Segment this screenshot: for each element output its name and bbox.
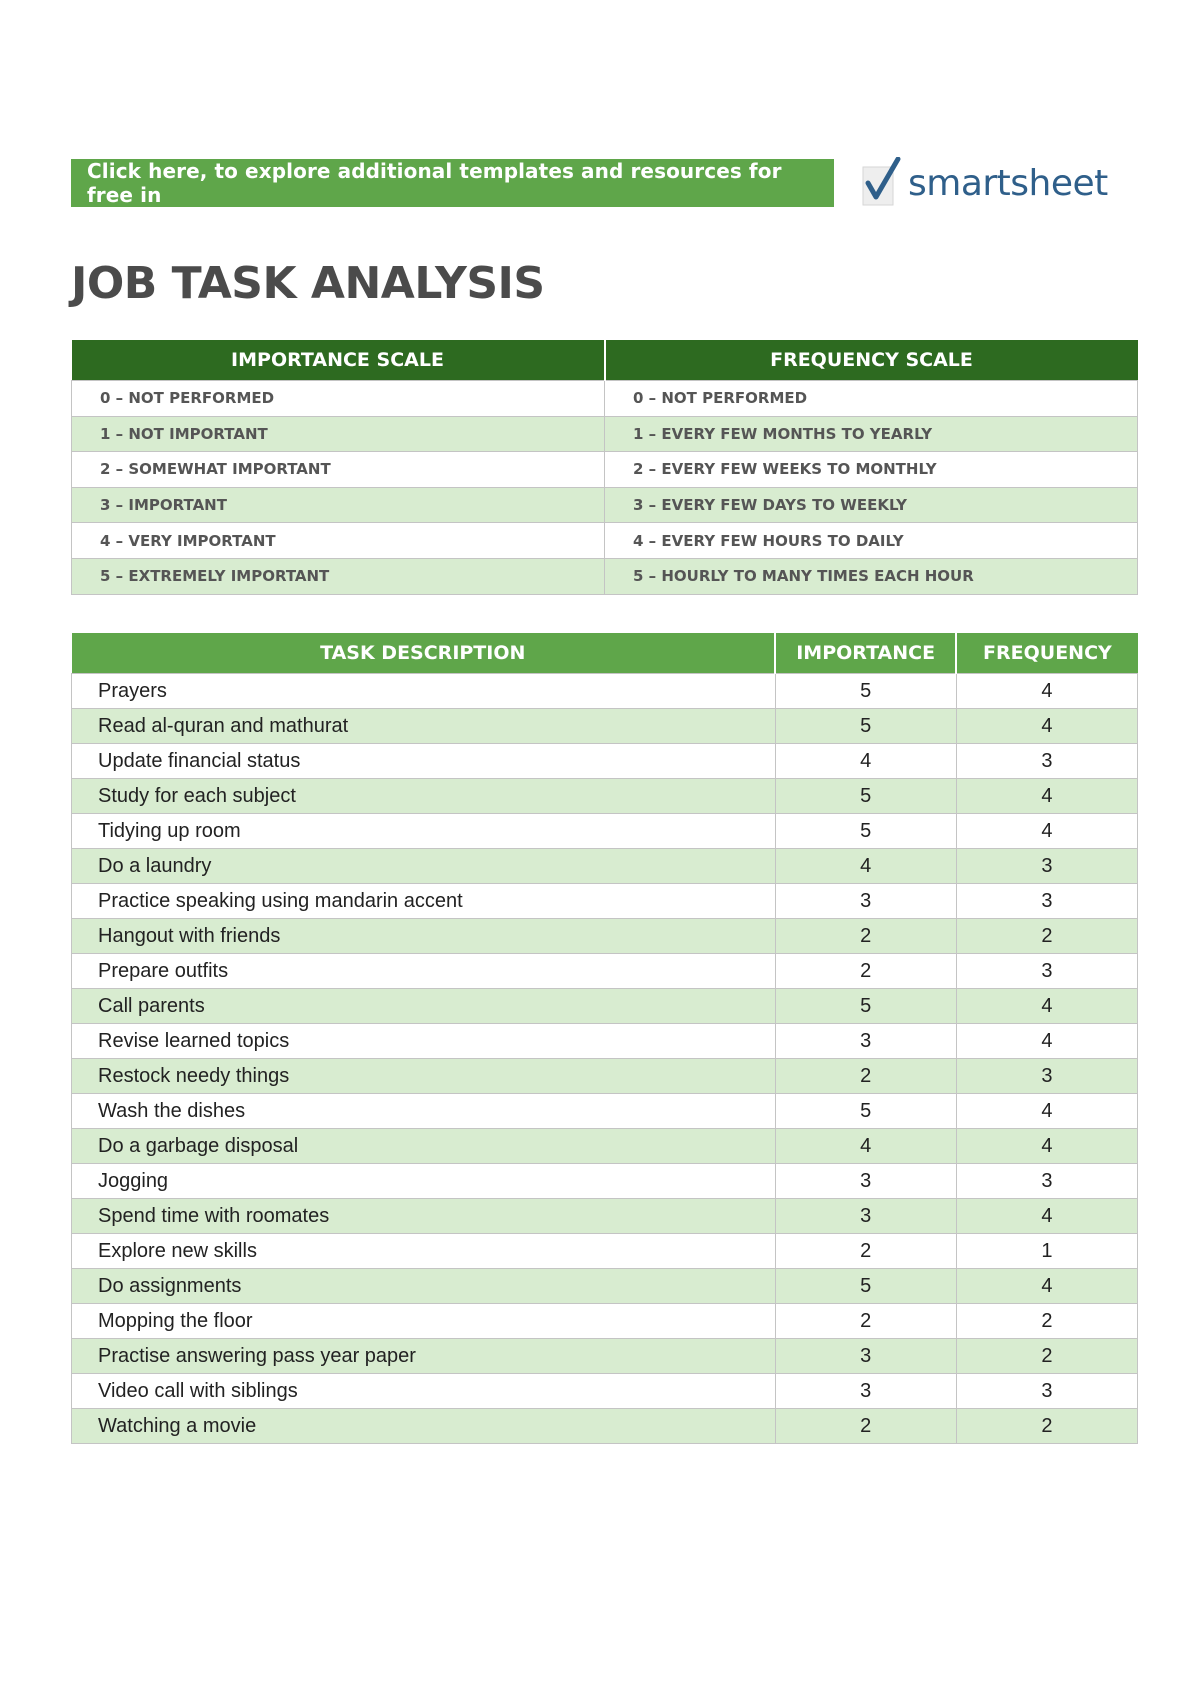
task-frequency-cell: 3	[956, 744, 1137, 779]
task-frequency-cell: 3	[956, 1059, 1137, 1094]
task-importance-cell: 5	[775, 779, 956, 814]
task-frequency-cell: 4	[956, 779, 1137, 814]
scale-row	[72, 487, 1138, 523]
task-importance-cell: 2	[775, 1059, 956, 1094]
task-frequency-cell: 3	[956, 849, 1137, 884]
task-importance-cell: 2	[775, 919, 956, 954]
task-importance-cell: 3	[775, 1339, 956, 1374]
task-row	[72, 1409, 1138, 1444]
task-importance-cell: 5	[775, 814, 956, 849]
task-importance-cell: 5	[775, 1094, 956, 1129]
task-frequency-cell: 1	[956, 1234, 1137, 1269]
task-description-cell: Read al-quran and mathurat	[72, 709, 776, 744]
task-row	[72, 849, 1138, 884]
scale-importance-cell: 2 – SOMEWHAT IMPORTANT	[72, 452, 605, 488]
task-importance-cell: 2	[775, 1304, 956, 1339]
scale-importance-cell: 1 – NOT IMPORTANT	[72, 416, 605, 452]
scale-frequency-cell: 2 – EVERY FEW WEEKS TO MONTHLY	[605, 452, 1138, 488]
task-frequency-cell: 2	[956, 1409, 1137, 1444]
task-importance-cell: 4	[775, 849, 956, 884]
scale-frequency-cell: 5 – HOURLY TO MANY TIMES EACH HOUR	[605, 558, 1138, 594]
task-frequency-cell: 4	[956, 1024, 1137, 1059]
task-frequency-cell: 3	[956, 954, 1137, 989]
task-description-cell: Wash the dishes	[72, 1094, 776, 1129]
task-frequency-cell: 2	[956, 919, 1137, 954]
logo-text: smartsheet	[908, 162, 1108, 204]
task-row	[72, 1304, 1138, 1339]
task-row	[72, 1374, 1138, 1409]
task-description-cell: Call parents	[72, 989, 776, 1024]
task-description-cell: Jogging	[72, 1164, 776, 1199]
task-importance-cell: 2	[775, 1409, 956, 1444]
task-description-cell: Revise learned topics	[72, 1024, 776, 1059]
importance-header: IMPORTANCE	[775, 633, 956, 674]
task-frequency-cell: 4	[956, 814, 1137, 849]
task-importance-cell: 5	[775, 989, 956, 1024]
task-frequency-cell: 4	[956, 709, 1137, 744]
task-description-cell: Spend time with roomates	[72, 1199, 776, 1234]
task-importance-cell: 3	[775, 1024, 956, 1059]
task-frequency-cell: 2	[956, 1304, 1137, 1339]
task-row	[72, 954, 1138, 989]
page-title: JOB TASK ANALYSIS	[71, 258, 545, 309]
scale-importance-cell: 5 – EXTREMELY IMPORTANT	[72, 558, 605, 594]
scale-importance-cell: 3 – IMPORTANT	[72, 487, 605, 523]
task-row	[72, 674, 1138, 709]
task-description-cell: Restock needy things	[72, 1059, 776, 1094]
scale-frequency-cell: 1 – EVERY FEW MONTHS TO YEARLY	[605, 416, 1138, 452]
task-importance-cell: 5	[775, 674, 956, 709]
scale-table	[71, 340, 1138, 595]
importance-scale-header: IMPORTANCE SCALE	[72, 340, 605, 381]
task-importance-cell: 4	[775, 1129, 956, 1164]
task-row	[72, 814, 1138, 849]
task-row	[72, 709, 1138, 744]
task-row	[72, 779, 1138, 814]
scale-row	[72, 452, 1138, 488]
task-description-cell: Video call with siblings	[72, 1374, 776, 1409]
frequency-scale-header: FREQUENCY SCALE	[605, 340, 1138, 381]
scale-frequency-cell: 0 – NOT PERFORMED	[605, 381, 1138, 417]
task-importance-cell: 3	[775, 1199, 956, 1234]
task-frequency-cell: 3	[956, 1374, 1137, 1409]
task-frequency-cell: 3	[956, 884, 1137, 919]
task-frequency-cell: 4	[956, 989, 1137, 1024]
task-description-cell: Practise answering pass year paper	[72, 1339, 776, 1374]
task-row	[72, 1059, 1138, 1094]
task-frequency-cell: 4	[956, 1094, 1137, 1129]
task-importance-cell: 3	[775, 1374, 956, 1409]
task-frequency-cell: 4	[956, 674, 1137, 709]
task-description-cell: Do a laundry	[72, 849, 776, 884]
task-row	[72, 744, 1138, 779]
task-description-cell: Watching a movie	[72, 1409, 776, 1444]
smartsheet-logo[interactable]	[862, 150, 1122, 216]
scale-frequency-cell: 3 – EVERY FEW DAYS TO WEEKLY	[605, 487, 1138, 523]
task-frequency-cell: 3	[956, 1164, 1137, 1199]
task-importance-cell: 5	[775, 1269, 956, 1304]
task-frequency-cell: 4	[956, 1199, 1137, 1234]
task-importance-cell: 3	[775, 1164, 956, 1199]
task-row	[72, 1199, 1138, 1234]
task-description-cell: Do a garbage disposal	[72, 1129, 776, 1164]
task-row	[72, 1164, 1138, 1199]
task-description-cell: Practice speaking using mandarin accent	[72, 884, 776, 919]
scale-row	[72, 381, 1138, 417]
task-row	[72, 1234, 1138, 1269]
task-description-cell: Study for each subject	[72, 779, 776, 814]
task-row	[72, 1024, 1138, 1059]
task-importance-cell: 4	[775, 744, 956, 779]
task-row	[72, 1094, 1138, 1129]
task-description-cell: Prepare outfits	[72, 954, 776, 989]
task-description-cell: Hangout with friends	[72, 919, 776, 954]
task-importance-cell: 3	[775, 884, 956, 919]
task-description-cell: Tidying up room	[72, 814, 776, 849]
task-importance-cell: 5	[775, 709, 956, 744]
banner-text: Click here, to explore additional templates and resources for free in	[87, 159, 782, 207]
task-table	[71, 633, 1138, 1444]
task-description-header: TASK DESCRIPTION	[72, 633, 776, 674]
scale-importance-cell: 4 – VERY IMPORTANT	[72, 523, 605, 559]
scale-row	[72, 558, 1138, 594]
task-importance-cell: 2	[775, 1234, 956, 1269]
task-frequency-cell: 4	[956, 1269, 1137, 1304]
task-description-cell: Update financial status	[72, 744, 776, 779]
scale-frequency-cell: 4 – EVERY FEW HOURS TO DAILY	[605, 523, 1138, 559]
task-row	[72, 1269, 1138, 1304]
task-description-cell: Explore new skills	[72, 1234, 776, 1269]
task-frequency-cell: 4	[956, 1129, 1137, 1164]
task-row	[72, 989, 1138, 1024]
task-row	[72, 919, 1138, 954]
task-description-cell: Mopping the floor	[72, 1304, 776, 1339]
task-frequency-cell: 2	[956, 1339, 1137, 1374]
scale-importance-cell: 0 – NOT PERFORMED	[72, 381, 605, 417]
task-description-cell: Do assignments	[72, 1269, 776, 1304]
task-description-cell: Prayers	[72, 674, 776, 709]
task-row	[72, 1339, 1138, 1374]
scale-row	[72, 523, 1138, 559]
scale-row	[72, 416, 1138, 452]
task-row	[72, 884, 1138, 919]
templates-banner-link[interactable]	[71, 159, 834, 207]
task-importance-cell: 2	[775, 954, 956, 989]
checkmark-icon	[862, 157, 902, 209]
task-row	[72, 1129, 1138, 1164]
frequency-header: FREQUENCY	[956, 633, 1137, 674]
